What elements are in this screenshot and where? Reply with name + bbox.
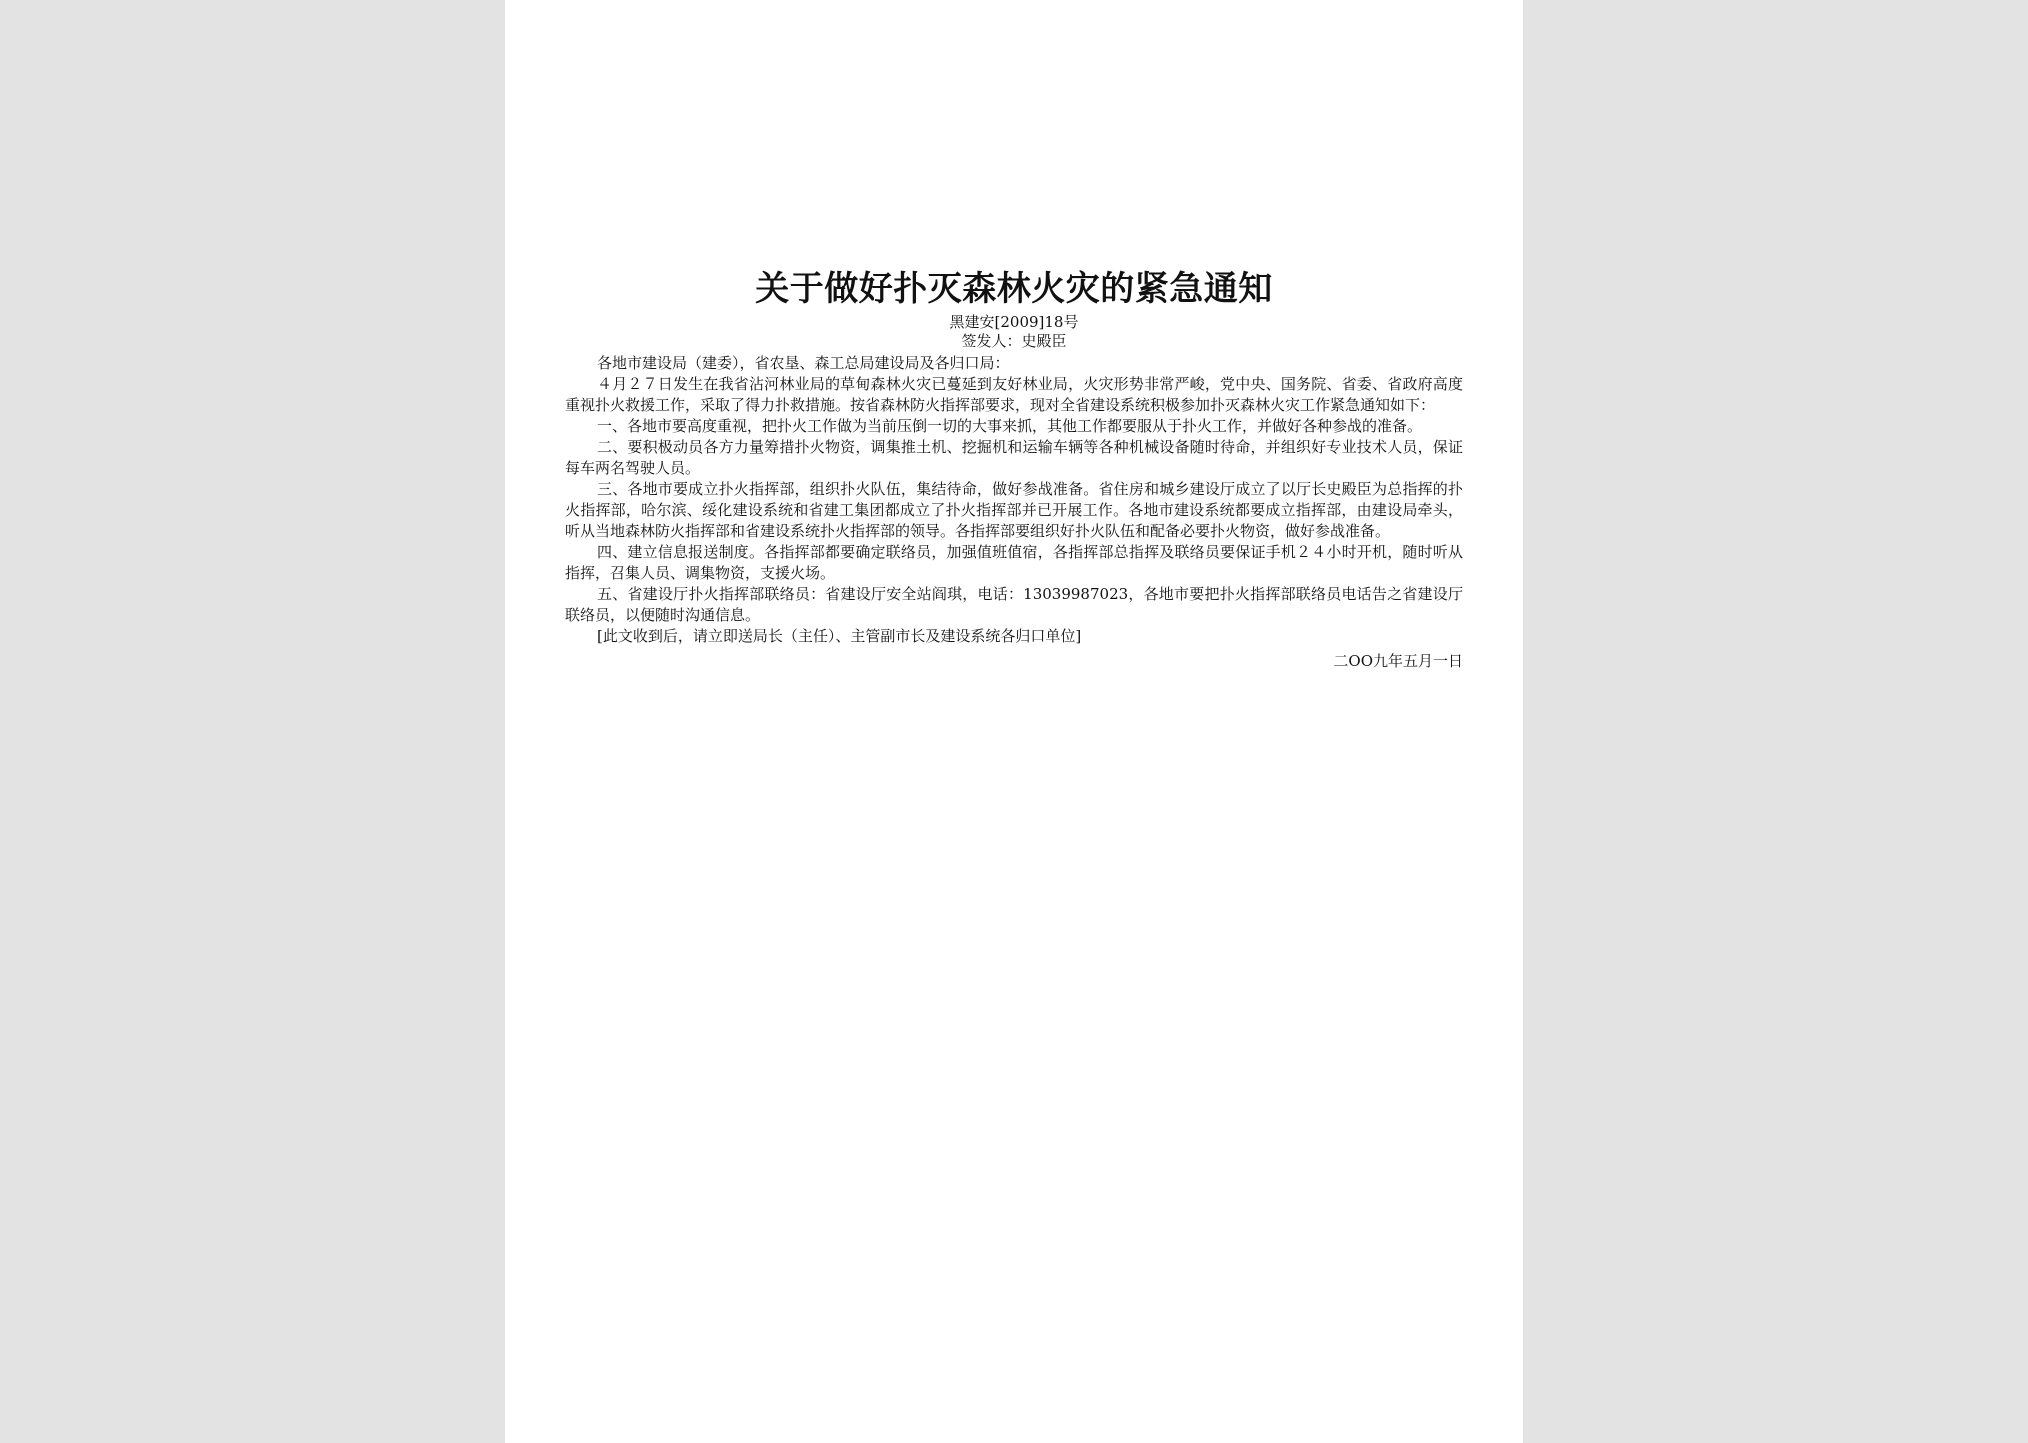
document-number: 黑建安[2009]18号	[949, 313, 1079, 331]
document-page	[505, 0, 1523, 1443]
document-date: 二OO九年五月一日	[1333, 652, 1463, 670]
body-paragraph: 二、要积极动员各方力量筹措扑火物资，调集推土机、挖掘机和运输车辆等各种机械设备随时待命，并组织好专业技术人员，保证每车两名驾驶人员。	[565, 438, 1463, 477]
document-addressee: 各地市建设局（建委），省农垦、森工总局建设局及各归口局：	[597, 354, 1010, 372]
document-content	[565, 267, 1463, 672]
body-paragraph: 五、省建设厅扑火指挥部联络员：省建设厅安全站阎琪，电话：13039987023，各地市要把扑火指挥部联络员电话告之省建设厅联络员，以便随时沟通信息。	[565, 585, 1463, 624]
body-paragraph: ４月２７日发生在我省沾河林业局的草甸森林火灾已蔓延到友好林业局，火灾形势非常严峻，党中央、国务院、省委、省政府高度重视扑火救援工作，采取了得力扑救措施。按省森林防火指挥部要求，现对全省建设系统积极参加扑灭森林火灾工作紧急通知如下：	[565, 375, 1463, 414]
document-signer: 签发人：史殿臣	[961, 332, 1067, 350]
body-paragraph: 四、建立信息报送制度。各指挥部都要确定联络员，加强值班值宿，各指挥部总指挥及联络员要保证手机２４小时开机，随时听从指挥，召集人员、调集物资，支援火场。	[565, 543, 1463, 582]
body-paragraph: 一、各地市要高度重视，把扑火工作做为当前压倒一切的大事来抓，其他工作都要服从于扑火工作，并做好各种参战的准备。	[597, 417, 1423, 435]
distribution-note: [此文收到后，请立即送局长（主任）、主管副市长及建设系统各归口单位]	[597, 627, 1082, 645]
document-title: 关于做好扑灭森林火灾的紧急通知	[755, 269, 1273, 309]
body-paragraph: 三、各地市要成立扑火指挥部，组织扑火队伍，集结待命，做好参战准备。省住房和城乡建设厅成立了以厅长史殿臣为总指挥的扑火指挥部，哈尔滨、绥化建设系统和省建工集团都成立了扑火指挥部并已开展工作。各地市建设系统都要成立指挥部，由建设局牵头，听从当地森林防火指挥部和省建设系统扑火指挥部的领导。各指挥部要组织好扑火队伍和配备必要扑火物资，做好参战准备。	[565, 480, 1463, 540]
